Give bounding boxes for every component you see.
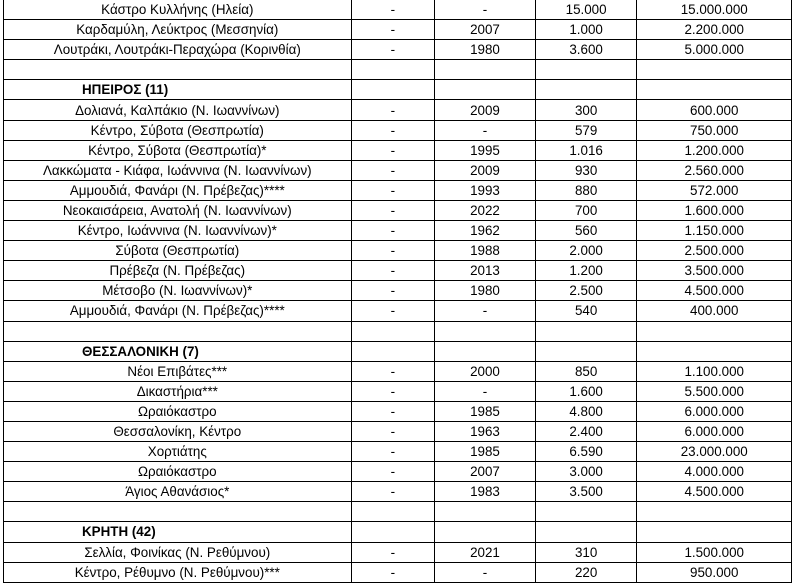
value-1-cell[interactable]: 579 xyxy=(535,120,637,140)
region-heading[interactable]: ΘΕΣΣΑΛΟΝΙΚΗ (7) xyxy=(4,341,352,361)
year-cell[interactable]: 1983 xyxy=(435,482,536,502)
value-1-cell[interactable]: 3.000 xyxy=(535,462,637,482)
location-cell[interactable]: Δικαστήρια*** xyxy=(4,381,352,401)
year-cell[interactable]: - xyxy=(435,120,536,140)
value-2-cell[interactable]: 1.200.000 xyxy=(637,140,792,160)
table-row xyxy=(4,542,792,562)
empty-cell[interactable] xyxy=(435,80,536,100)
column-2-cell[interactable]: - xyxy=(351,442,435,462)
year-cell[interactable]: - xyxy=(435,562,536,582)
location-cell[interactable]: Δολιανά, Καλπάκιο (Ν. Ιωαννίνων) xyxy=(4,100,352,120)
column-2-cell[interactable]: - xyxy=(351,361,435,381)
location-cell[interactable]: Νεοκαισάρεια, Ανατολή (Ν. Ιωαννίνων) xyxy=(4,200,352,220)
column-2-cell[interactable]: - xyxy=(351,542,435,562)
region-header-row xyxy=(4,522,792,542)
column-2-cell[interactable]: - xyxy=(351,160,435,180)
location-cell[interactable]: Νέοι Επιβάτες*** xyxy=(4,361,352,381)
table-row xyxy=(4,301,792,321)
empty-cell[interactable] xyxy=(535,341,637,361)
region-heading[interactable]: ΗΠΕΙΡΟΣ (11) xyxy=(4,80,352,100)
year-cell[interactable]: 1980 xyxy=(435,40,536,60)
year-cell[interactable]: 2007 xyxy=(435,20,536,40)
value-2-cell[interactable]: 4.500.000 xyxy=(637,482,792,502)
data-table xyxy=(3,0,792,583)
column-2-cell[interactable]: - xyxy=(351,0,435,20)
region-header-row xyxy=(4,341,792,361)
empty-cell[interactable] xyxy=(4,60,352,80)
empty-cell[interactable] xyxy=(4,502,352,522)
column-2-cell[interactable]: - xyxy=(351,221,435,241)
column-2-cell[interactable]: - xyxy=(351,20,435,40)
location-cell[interactable]: Μέτσοβο (Ν. Ιωαννίνων)* xyxy=(4,281,352,301)
value-2-cell[interactable]: 1.600.000 xyxy=(637,200,792,220)
location-cell[interactable]: Λακκώματα - Κιάφα, Ιωάννινα (Ν. Ιωαννίνων) xyxy=(4,160,352,180)
location-cell[interactable]: Καρδαμύλη, Λεύκτρος (Μεσσηνία) xyxy=(4,20,352,40)
value-2-cell[interactable]: 6.000.000 xyxy=(637,401,792,421)
column-2-cell[interactable]: - xyxy=(351,381,435,401)
year-cell[interactable]: 2009 xyxy=(435,100,536,120)
location-cell[interactable]: Πρέβεζα (Ν. Πρέβεζας) xyxy=(4,261,352,281)
table-row xyxy=(4,401,792,421)
location-cell[interactable]: Άγιος Αθανάσιος* xyxy=(4,482,352,502)
column-2-cell[interactable]: - xyxy=(351,482,435,502)
value-2-cell[interactable]: 5.500.000 xyxy=(637,381,792,401)
table-row xyxy=(4,462,792,482)
empty-cell[interactable] xyxy=(4,321,352,341)
column-2-cell[interactable]: - xyxy=(351,100,435,120)
value-1-cell[interactable]: 300 xyxy=(535,100,637,120)
value-1-cell[interactable]: 310 xyxy=(535,542,637,562)
column-2-cell[interactable]: - xyxy=(351,261,435,281)
empty-cell[interactable] xyxy=(637,80,792,100)
year-cell[interactable]: 2021 xyxy=(435,542,536,562)
location-cell[interactable]: Ωραιόκαστρο xyxy=(4,401,352,421)
column-2-cell[interactable]: - xyxy=(351,462,435,482)
value-2-cell[interactable]: 2.560.000 xyxy=(637,160,792,180)
location-cell[interactable]: Σύβοτα (Θεσπρωτία) xyxy=(4,241,352,261)
value-1-cell[interactable]: 3.500 xyxy=(535,482,637,502)
year-cell[interactable]: 1962 xyxy=(435,221,536,241)
value-2-cell[interactable]: 1.500.000 xyxy=(637,542,792,562)
year-cell[interactable]: 1993 xyxy=(435,180,536,200)
blank-row xyxy=(4,321,792,341)
column-2-cell[interactable]: - xyxy=(351,180,435,200)
value-1-cell[interactable]: 560 xyxy=(535,221,637,241)
year-cell[interactable]: 2013 xyxy=(435,261,536,281)
value-1-cell[interactable]: 930 xyxy=(535,160,637,180)
empty-cell[interactable] xyxy=(637,502,792,522)
empty-cell[interactable] xyxy=(637,522,792,542)
year-cell[interactable]: 1995 xyxy=(435,140,536,160)
empty-cell[interactable] xyxy=(435,502,536,522)
year-cell[interactable]: - xyxy=(435,381,536,401)
empty-cell[interactable] xyxy=(435,341,536,361)
year-cell[interactable]: 2000 xyxy=(435,361,536,381)
value-2-cell[interactable]: 1.100.000 xyxy=(637,361,792,381)
value-1-cell[interactable]: 540 xyxy=(535,301,637,321)
value-2-cell[interactable]: 600.000 xyxy=(637,100,792,120)
empty-cell[interactable] xyxy=(351,60,435,80)
year-cell[interactable]: 1963 xyxy=(435,421,536,441)
value-2-cell[interactable]: 3.500.000 xyxy=(637,261,792,281)
table-row xyxy=(4,562,792,582)
year-cell[interactable]: - xyxy=(435,301,536,321)
value-2-cell[interactable]: 950.000 xyxy=(637,562,792,582)
value-2-cell[interactable]: 6.000.000 xyxy=(637,421,792,441)
table-row xyxy=(4,20,792,40)
value-1-cell[interactable]: 4.800 xyxy=(535,401,637,421)
column-2-cell[interactable]: - xyxy=(351,421,435,441)
empty-cell[interactable] xyxy=(351,80,435,100)
empty-cell[interactable] xyxy=(535,60,637,80)
value-2-cell[interactable]: 1.150.000 xyxy=(637,221,792,241)
table-row xyxy=(4,241,792,261)
value-1-cell[interactable]: 3.600 xyxy=(535,40,637,60)
location-cell[interactable]: Λουτράκι, Λουτράκι-Περαχώρα (Κορινθία) xyxy=(4,40,352,60)
year-cell[interactable]: 1980 xyxy=(435,281,536,301)
location-cell[interactable]: Θεσσαλονίκη, Κέντρο xyxy=(4,421,352,441)
column-2-cell[interactable]: - xyxy=(351,281,435,301)
value-2-cell[interactable]: 2.200.000 xyxy=(637,20,792,40)
column-2-cell[interactable]: - xyxy=(351,40,435,60)
table-row xyxy=(4,361,792,381)
table-row xyxy=(4,221,792,241)
value-2-cell[interactable]: 5.000.000 xyxy=(637,40,792,60)
column-2-cell[interactable]: - xyxy=(351,401,435,421)
table-body xyxy=(4,0,792,582)
blank-row xyxy=(4,60,792,80)
value-1-cell[interactable]: 1.600 xyxy=(535,381,637,401)
empty-cell[interactable] xyxy=(435,321,536,341)
location-cell[interactable]: Σελλία, Φοινίκας (Ν. Ρεθύμνου) xyxy=(4,542,352,562)
table-row xyxy=(4,160,792,180)
table-row xyxy=(4,180,792,200)
table-row xyxy=(4,200,792,220)
value-2-cell[interactable]: 4.000.000 xyxy=(637,462,792,482)
year-cell[interactable]: 2007 xyxy=(435,462,536,482)
value-1-cell[interactable]: 2.500 xyxy=(535,281,637,301)
year-cell[interactable]: 2022 xyxy=(435,200,536,220)
empty-cell[interactable] xyxy=(535,522,637,542)
table-row xyxy=(4,281,792,301)
location-cell[interactable]: Κέντρο, Σύβοτα (Θεσπρωτία) xyxy=(4,120,352,140)
value-2-cell[interactable]: 4.500.000 xyxy=(637,281,792,301)
value-1-cell[interactable]: 1.016 xyxy=(535,140,637,160)
column-2-cell[interactable]: - xyxy=(351,140,435,160)
table-row xyxy=(4,442,792,462)
empty-cell[interactable] xyxy=(351,522,435,542)
value-1-cell[interactable]: 1.200 xyxy=(535,261,637,281)
value-2-cell[interactable]: 750.000 xyxy=(637,120,792,140)
column-2-cell[interactable]: - xyxy=(351,120,435,140)
table-row xyxy=(4,40,792,60)
empty-cell[interactable] xyxy=(351,502,435,522)
value-1-cell[interactable]: 700 xyxy=(535,200,637,220)
table-row xyxy=(4,421,792,441)
location-cell[interactable]: Κέντρο, Ρέθυμνο (Ν. Ρεθύμνου)*** xyxy=(4,562,352,582)
empty-cell[interactable] xyxy=(535,321,637,341)
location-cell[interactable]: Κέντρο, Ιωάννινα (Ν. Ιωαννίνων)* xyxy=(4,221,352,241)
location-cell[interactable]: Αμμουδιά, Φανάρι (Ν. Πρέβεζας)**** xyxy=(4,301,352,321)
location-cell[interactable]: Αμμουδιά, Φανάρι (Ν. Πρέβεζας)**** xyxy=(4,180,352,200)
blank-row xyxy=(4,502,792,522)
empty-cell[interactable] xyxy=(637,60,792,80)
location-cell[interactable]: Κέντρο, Σύβοτα (Θεσπρωτία)* xyxy=(4,140,352,160)
year-cell[interactable]: 1985 xyxy=(435,442,536,462)
location-cell[interactable]: Κάστρο Κυλλήνης (Ηλεία) xyxy=(4,0,352,20)
value-2-cell[interactable]: 572.000 xyxy=(637,180,792,200)
year-cell[interactable]: 1985 xyxy=(435,401,536,421)
value-2-cell[interactable]: 2.500.000 xyxy=(637,241,792,261)
table-row xyxy=(4,261,792,281)
value-2-cell[interactable]: 15.000.000 xyxy=(637,0,792,20)
value-2-cell[interactable]: 23.000.000 xyxy=(637,442,792,462)
value-1-cell[interactable]: 2.400 xyxy=(535,421,637,441)
table-row xyxy=(4,120,792,140)
year-cell[interactable]: 1988 xyxy=(435,241,536,261)
region-header-row xyxy=(4,80,792,100)
location-cell[interactable]: Χορτιάτης xyxy=(4,442,352,462)
value-1-cell[interactable]: 850 xyxy=(535,361,637,381)
empty-cell[interactable] xyxy=(535,502,637,522)
table-row xyxy=(4,381,792,401)
column-2-cell[interactable]: - xyxy=(351,562,435,582)
value-1-cell[interactable]: 2.000 xyxy=(535,241,637,261)
value-1-cell[interactable]: 15.000 xyxy=(535,0,637,20)
empty-cell[interactable] xyxy=(351,321,435,341)
value-1-cell[interactable]: 1.000 xyxy=(535,20,637,40)
column-2-cell[interactable]: - xyxy=(351,241,435,261)
value-2-cell[interactable]: 400.000 xyxy=(637,301,792,321)
year-cell[interactable]: - xyxy=(435,0,536,20)
empty-cell[interactable] xyxy=(637,321,792,341)
table-row xyxy=(4,0,792,20)
empty-cell[interactable] xyxy=(637,341,792,361)
empty-cell[interactable] xyxy=(435,60,536,80)
value-1-cell[interactable]: 220 xyxy=(535,562,637,582)
table-row xyxy=(4,100,792,120)
column-2-cell[interactable]: - xyxy=(351,200,435,220)
location-cell[interactable]: Ωραιόκαστρο xyxy=(4,462,352,482)
empty-cell[interactable] xyxy=(435,522,536,542)
table-row xyxy=(4,140,792,160)
column-2-cell[interactable]: - xyxy=(351,301,435,321)
empty-cell[interactable] xyxy=(351,341,435,361)
year-cell[interactable]: 2009 xyxy=(435,160,536,180)
region-heading[interactable]: ΚΡΗΤΗ (42) xyxy=(4,522,352,542)
table-row xyxy=(4,482,792,502)
value-1-cell[interactable]: 880 xyxy=(535,180,637,200)
value-1-cell[interactable]: 6.590 xyxy=(535,442,637,462)
empty-cell[interactable] xyxy=(535,80,637,100)
